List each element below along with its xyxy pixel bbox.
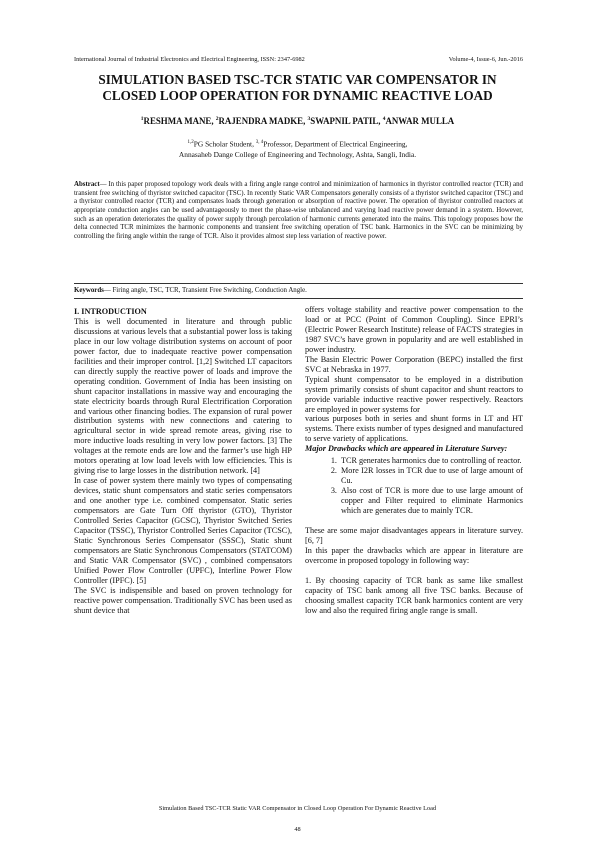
- journal-name: International Journal of Industrial Electronics and Electrical Engineering, ISSN: 2347-6982: [74, 56, 305, 63]
- affiliation-line-1: [60, 137, 535, 149]
- right-paragraph-5: These are some major disadvantages appears in literature survey. [6, 7]: [305, 526, 523, 545]
- right-paragraph-6: In this paper the drawbacks which are appear in literature are overcome in proposed topology in following way:: [305, 545, 523, 565]
- author-3: SWAPNIL PATIL,: [310, 116, 383, 126]
- intro-paragraph-3: The SVC is indispensible and based on proven technology for reactive power compensation. Traditionally SVC has been used as shunt device that: [74, 585, 292, 615]
- list-item: 3. Also cost of TCR is more due to use large amount of copper and Filter required to eliminate Harmonics which are generates due to mainly TCR.: [339, 486, 523, 516]
- affiliation: [60, 137, 535, 160]
- abstract-label: Abstract: [74, 181, 100, 188]
- right-paragraph-1: offers voltage stability and reactive power compensation to the load or at PCC (Point of Common Coupling). Since EPRI’s (Electric Power Research Institute) release of FACTS strategies in 1987 SVC’s have grown in popularity and are well established in power industry.: [305, 305, 523, 354]
- right-paragraph-7: 1. By choosing capacity of TCR bank as same like smallest capacity of TSC bank among all five TSC banks. Because of choosing smallest capacity TCR bank harmonics content are very low and also the required firing angle range is small.: [305, 575, 523, 615]
- author-2-index: 2: [215, 116, 219, 123]
- spacer: [305, 516, 523, 526]
- title-line-2: CLOSED LOOP OPERATION FOR DYNAMIC REACTIVE LOAD: [102, 87, 493, 103]
- right-paragraph-3: Typical shunt compensator to be employed in a distribution system primarily consists of shunt capacitor and shunt reactors to provide variable inductive reactive power respectively. Reactors are employed in power systems for: [305, 374, 523, 414]
- list-item: 1. TCR generates harmonics due to controlling of reactor.: [339, 456, 523, 466]
- author-4-index: 4: [382, 116, 386, 123]
- spacer: [305, 566, 523, 576]
- intro-paragraph-1: This is well documented in literature and through public discussions at various levels that a substantial power loss is taking place in our low voltage distribution systems on account of poor power factor, due to inadequate reactive power compensation facilities and their improper control. [1,2] Switched LT capacitors can directly supply the reactive power of loads and improve the operating condition. Government of India has been insisting on shunt capacitor installations in massive way and encouraging the state electricity boards through Rural Electrification Corporation and various other financing bodies. The expansion of rural power distribution systems with new connections and catering to agricultural sector in wide spread remote areas, giving rise to more inductive loads resulting in very low power factors. [3] The voltages at the remote ends are low and the farmer’s use high HP motors operating at low load levels with low efficiencies. This is giving rise to large losses in the distribution network. [4]: [74, 316, 292, 476]
- affiliation-role-1: PG Scholar Student,: [193, 139, 256, 149]
- affiliation-index-2: 3, 4: [255, 140, 264, 145]
- intro-paragraph-2: In case of power system there mainly two types of compensating devices, static shunt compensators and static series compensators and one another type i.e. combined compensator. Static series compensators are Gate Turn Off thyristor (GTO), Thyristor Controlled Series Capacitor (GCSC), Thyristor Switched Series Capacitor (TSSC), Thyristor Controlled Series Capacitor (TCSC), Static Synchronous Series Compensator (SSSC), Static shunt compensators are Static Synchronous Compensators (STATCOM) and Static VAR Compensator (SVC) , combined compensators Unified Power Flow Controller (UPFC), Interline Power Flow Controller (IPFC). [5]: [74, 476, 292, 585]
- title-line-1: SIMULATION BASED TSC-TCR STATIC VAR COMPENSATOR IN: [98, 72, 497, 87]
- right-paragraph-2: The Basin Electric Power Corporation (BEPC) installed the first SVC at Nebraska in 1977.: [305, 354, 523, 374]
- author-list: [60, 116, 535, 126]
- paper-title: [60, 72, 535, 103]
- author-2: RAJENDRA MADKE,: [218, 116, 308, 126]
- divider-top: [74, 283, 523, 284]
- drawbacks-list: [305, 456, 523, 516]
- right-paragraph-4: various purposes both in series and shunt forms in LT and HT systems. There exists number of types designed and manufactured to serve variety of applications.: [305, 414, 523, 444]
- section-heading-introduction: I. INTRODUCTION: [74, 307, 147, 316]
- right-column: [305, 305, 523, 616]
- keywords-text: — Firing angle, TSC, TCR, Transient Free Switching, Conduction Angle.: [103, 287, 307, 294]
- volume-issue: Volume-4, Issue-6, Jun.-2016: [448, 56, 523, 63]
- author-3-index: 3: [307, 116, 311, 123]
- keywords: [74, 287, 523, 294]
- affiliation-role-2: Professor, Department of Electrical Engineering,: [263, 139, 408, 149]
- affiliation-index-1: 1,2: [187, 140, 194, 145]
- affiliation-line-2: Annasaheb Dange College of Engineering and Technology, Ashta, Sangli, India.: [178, 150, 417, 160]
- keywords-label: Keywords: [74, 287, 104, 294]
- author-4: ANWAR MULLA: [385, 116, 455, 126]
- author-1: RESHMA MANE,: [143, 116, 216, 126]
- abstract: [74, 181, 523, 242]
- running-footer: Simulation Based TSC-TCR Static VAR Compensator in Closed Loop Operation For Dynamic Reactive Load: [158, 805, 437, 812]
- page-number: 48: [294, 826, 301, 833]
- subheading-major-drawbacks: Major Drawbacks which are appeared in Literature Survey:: [305, 444, 508, 454]
- left-column: [74, 307, 292, 616]
- list-item: 2. More I2R losses in TCR due to use of large amount of Cu.: [339, 466, 523, 486]
- divider-bottom: [74, 298, 523, 299]
- author-1-index: 1: [140, 116, 144, 123]
- running-header: [74, 56, 523, 63]
- abstract-text: — In this paper proposed topology work deals with a firing angle range control and minimization of harmonics in thyristor controlled reactor (TCR) and transient free switching of thyristor switched capacitor (TSC). In recently Static VAR Compensators generally consists of a thyristor switched capacitor (TSC) and a thyristor controlled reactor (TCR) and compensates loads through generation or absorption of reactive power. The operation of thyristor controlled reactors at appropriate conduction angles can be used advantageously to meet the phase-wise unbalanced and varying load reactive power demand in a system. However, such as an operation deteriorates the quality of power supply through percolation of harmonic currents generated into the mains. This topology proposes how the delta connected TCR minimizes the harmonic components and transient free switching operation of TSC bank. Harmonics in the SVC can be minimizing by controlling the firing angle within the range of TCR. Also it provides almost step less variation of reactive power.: [74, 181, 523, 240]
